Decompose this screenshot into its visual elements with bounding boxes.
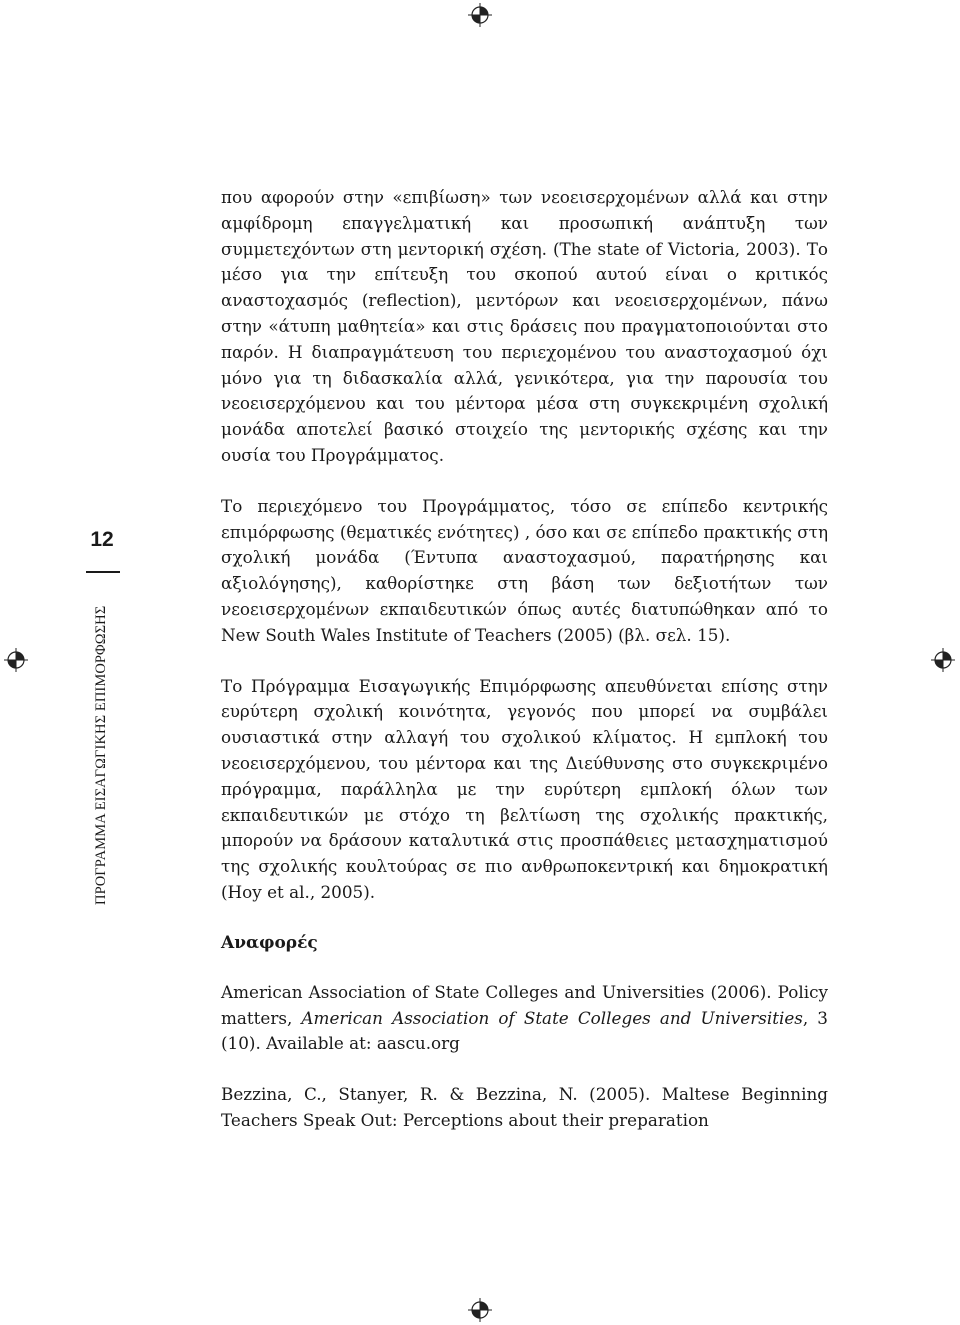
running-title: ΠΡΟΓΡΑΜΜΑ ΕΙΣΑΓΩΓΙΚΗΣ ΕΠΙΜΟΡΦΩΣΗΣ [93,605,109,905]
references-heading: Αναφορές [221,932,318,953]
reference-text: American Association of State Colleges and Universities (2006). Policy matters, [221,981,828,1028]
page-number: 12 [90,528,114,551]
reference-entry-2 [221,1082,828,1134]
registration-mark-icon [468,1298,492,1322]
body-paragraph-2: Το περιεχόμενο του Προγράμματος, τόσο σε επίπεδο κεντρικής επιμόρφωσης (θεματικές ενότητες) , όσο και σε επίπεδο πρακτικής στη σχολική μονάδα (Έντυπα αναστοχασμού, παρατήρησης και αξιολόγησης), καθορίστηκε στη βάση των δεξιοτήτων των νεοεισερχομένων εκπαιδευτικών όπως αυτές διατυπώθηκαν από το New South Wales Institute of Teachers (2005) (βλ. σελ. 15). [221,495,828,645]
reference-text: Bezzina, C., Stanyer, R. & Bezzina, N. (2005). Maltese Beginning Teachers Speak Out: Perceptions about their preparation [221,1084,828,1130]
body-paragraph-3: Το Πρόγραμμα Εισαγωγικής Επιμόρφωσης απευθύνεται επίσης στην ευρύτερη σχολική κοινότητα, γεγονός που μπορεί να συμβάλει ουσιαστικά στην αλλαγή του σχολικού κλίματος. Η εμπλοκή του νεοεισερχόμενου, του μέντορα και της Διεύθυνσης στο συγκεκριμένο πρόγραμμα, παράλληλα με την ευρύτερη εμπλοκή όλων των εκπαιδευτικών με στόχο τη βελτίωση της σχολικής πρακτικής, μπορούν να δράσουν καταλυτικά στις προσπάθειες μετασχηματισμού της σχολικής κουλτούρας σε πιο ανθρωποκεντρική και δημοκρατική (Hoy et al., 2005). [221,675,828,902]
body-text-column [221,185,828,1134]
reference-text: , 3 (10). Available at: aascu.org [221,1007,828,1054]
reference-entry-1 [221,980,828,1057]
registration-mark-icon [468,3,492,27]
body-paragraph-1: που αφορούν στην «επιβίωση» των νεοεισερχομένων αλλά και στην αμφίδρομη επαγγελματική και προσωπική ανάπτυξη των συμμετεχόντων στη μεντορική σχέση. (The state of Victoria, 2003). Το μέσο για την επίτευξη του σκοπού αυτού είναι ο κριτικός αναστοχασμός (reflection), μεντόρων και νεοεισερχομένων, πάνω στην «άτυπη μαθητεία» και στις δράσεις που πραγματοποιούνται στο παρόν. Η διαπραγμάτευση του περιεχομένου του αναστοχασμού όχι μόνο για τη διδασκαλία αλλά, γενικότερα, για την παρουσία του νεοεισερχόμενου και του μέντορα μέσα στη συγκεκριμένη σχολική μονάδα αποτελεί βασικό στοιχείο της μεντορικής σχέσης και την ουσία του Προγράμματος. [221,187,828,465]
reference-journal-title: American Association of State Colleges and Universities [301,1007,803,1028]
page-number-rule [86,571,120,573]
registration-mark-icon [931,648,955,672]
registration-mark-icon [4,648,28,672]
